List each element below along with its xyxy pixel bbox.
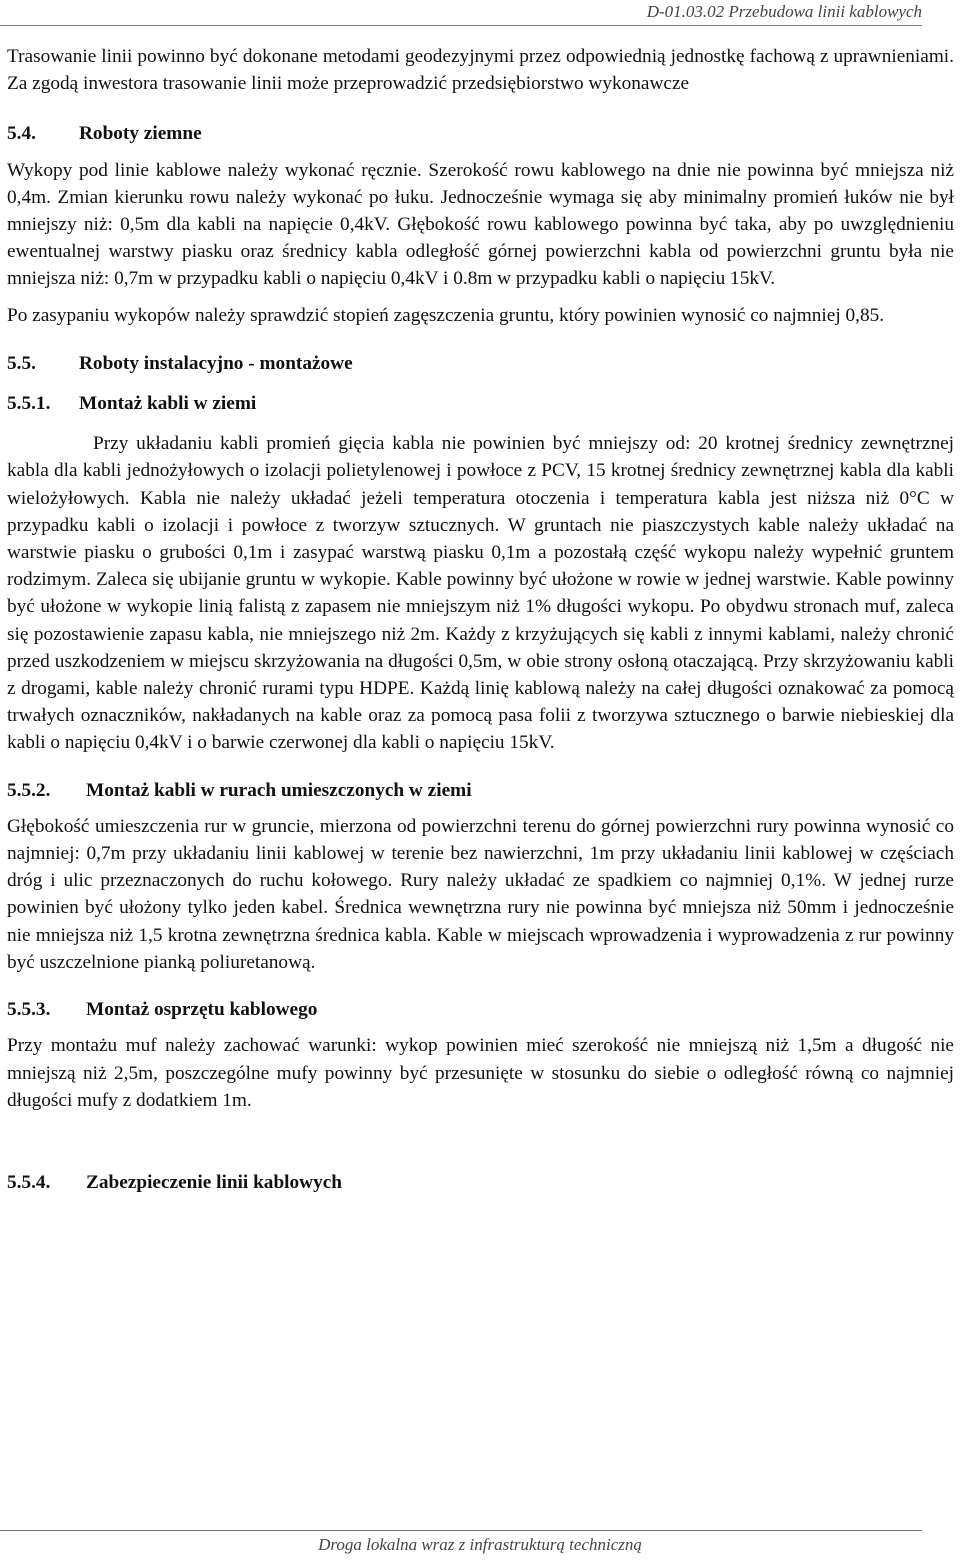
paragraph-cable-pipes: Głębokość umieszczenia rur w gruncie, mierzona od powierzchni terenu do górnej powierzchni rury powinna wynosić co najmniej: 0,7m przy układaniu linii kablowej w terenie bez nawierzchni, 1m przy układaniu linii kablowej w częściach dróg i ulic przeznaczonych do ruchu kołowego. Rury należy układać ze spadkiem co najmniej 0,1%. W jednej rurze powinien być ułożony tylko jeden kabel. Średnica wewnętrzna rury nie powinna być mniejsza niż 50mm i jednocześnie nie mniejsza niż 1,5 krotna zewnętrzna średnica kabla. Kable w miejscach wprowadzenia i wyprowadzenia z rur powinny być uszczelnione pianką poliuretanową. <box>7 815 954 973</box>
section-heading-5-4 <box>7 120 954 147</box>
section-title: Montaż kabli w rurach umieszczonych w ziemi <box>86 779 472 801</box>
section-title: Montaż osprzętu kablowego <box>86 999 318 1021</box>
section-heading-5-5-3 <box>7 996 954 1023</box>
section-title: Roboty ziemne <box>79 123 202 145</box>
section-number: 5.5.1. <box>7 393 51 415</box>
page-footer: Droga lokalna wraz z infrastrukturą techniczną <box>0 1532 960 1555</box>
section-title: Roboty instalacyjno - montażowe <box>79 352 353 374</box>
paragraph-cable-laying: Przy układaniu kabli promień gięcia kabla nie powinien być mniejszy od: 20 krotnej średnicy zewnętrznej kabla dla kabli jednożyłowych o izolacji polietylenowej i powłoce z PCV, 15 krotnej średnicy zewnętrznej kabla dla kabli wielożyłowych. Kabla nie należy układać jeżeli temperatura otoczenia i temperatura kabla jest niższa niż 0°C w przypadku kabli o izolacji i powłoce z tworzyw sztucznych. W gruntach nie piaszczystych kable należy układać na warstwie piasku o grubości 0,1m i zasypać warstwą piasku 0,1m a pozostałą część wykopu należy wypełnić gruntem rodzimym. Zaleca się ubijanie gruntu w wykopie. Kable powinny być ułożone w rowie w jednej warstwie. Kable powinny być ułożone w wykopie linią falistą z zapasem nie mniejszym niż 1% długości wykopu. Po obydwu stronach muf, zaleca się pozostawienie zapasu kabla, nie mniejszego niż 2m. Każdy z krzyżujących się kabli z innymi kablami, należy chronić przed uszkodzeniem w miejscu skrzyżowania na długości 0,5m, w obie strony osłoną otaczającą. Przy skrzyżowaniu kabli z drogami, kable należy chronić rurami typu HDPE. Każdą linię kablową należy na całej długości oznakować za pomocą trwałych oznaczników, nakładanych na kable oraz za pomocą pasa folii z tworzywa sztucznego o barwie niebieskiej dla kabli o napięciu 0,4kV i o barwie czerwonej dla kabli o napięciu 15kV. <box>7 433 954 754</box>
page-header: D-01.03.02 Przebudowa linii kablowych <box>0 2 922 26</box>
section-heading-5-5-4 <box>7 1169 954 1196</box>
intro-paragraph: Trasowanie linii powinno być dokonane metodami geodezyjnymi przez odpowiednią jednostkę fachową z uprawnieniami. Za zgodą inwestora trasowanie linii może przeprowadzić przedsiębiorstwo wykonawcze <box>7 46 954 95</box>
section-number: 5.5.2. <box>7 779 51 801</box>
section-title: Zabezpieczenie linii kablowych <box>86 1171 343 1193</box>
paragraph-compaction: Po zasypaniu wykopów należy sprawdzić stopień zagęszczenia gruntu, który powinien wynosić co najmniej 0,85. <box>7 304 885 326</box>
document-body <box>7 43 954 1196</box>
section-number: 5.5. <box>7 352 36 374</box>
section-heading-5-5-2 <box>7 777 954 804</box>
paragraph-joint-assembly: Przy montażu muf należy zachować warunki: wykop powinien mieć szerokość nie mniejszą niż 1,5m a długość nie mniejszą niż 2,5m, poszczególne mufy powinny być przesunięte w stosunku do siebie o odległość równą co najmniej długości mufy z dodatkiem 1m. <box>7 1035 954 1111</box>
section-heading-5-5-1 <box>7 390 954 417</box>
section-number: 5.4. <box>7 123 36 145</box>
section-heading-5-5 <box>7 350 954 377</box>
paragraph-excavation: Wykopy pod linie kablowe należy wykonać ręcznie. Szerokość rowu kablowego na dnie nie powinna być mniejsza niż 0,4m. Zmian kierunku rowu należy wykonać po łuku. Jednocześnie wymaga się aby minimalny promień łuków nie był mniejszy niż: 0,5m dla kabli na napięcie 0,4kV. Głębokość rowu kablowego powinna być taka, aby po uwzględnieniu ewentualnej warstwy piasku oraz średnicy kabla odległość górnej powierzchni kabla od powierzchni gruntu była nie mniejsza niż: 0,7m w przypadku kabli o napięciu 0,4kV i 0.8m w przypadku kabli o napięciu 15kV. <box>7 159 954 290</box>
section-title: Montaż kabli w ziemi <box>79 393 257 415</box>
section-number: 5.5.3. <box>7 999 51 1021</box>
section-number: 5.5.4. <box>7 1171 51 1193</box>
